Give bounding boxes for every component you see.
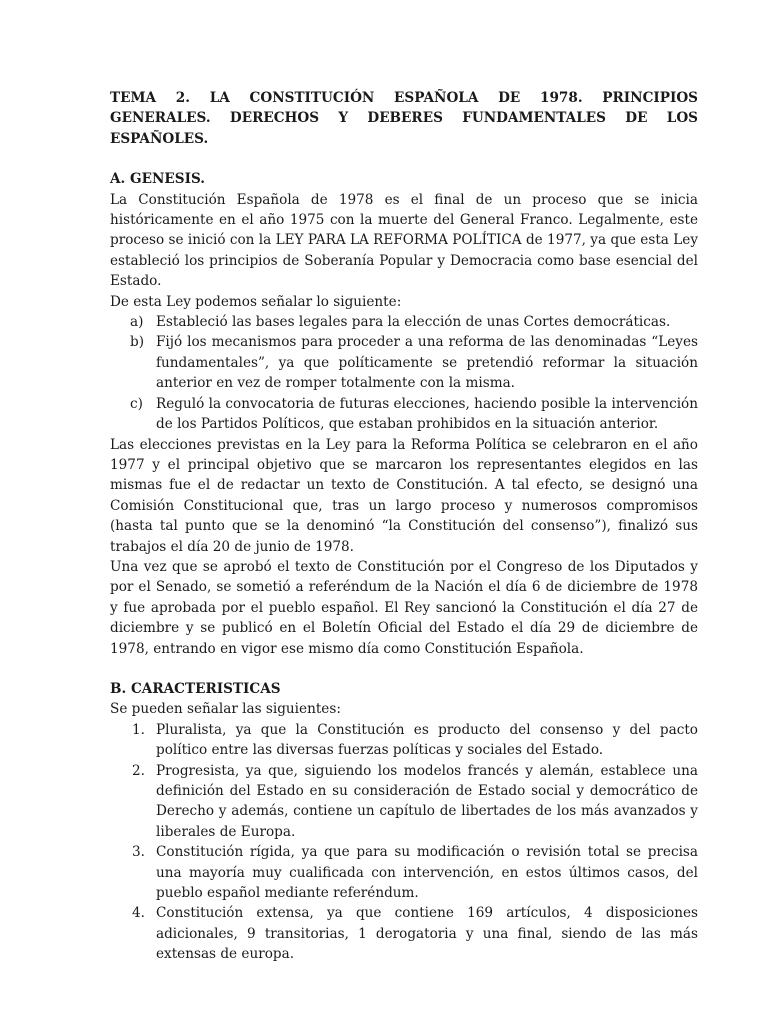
list-marker: 3. bbox=[132, 844, 145, 861]
section-a-list bbox=[110, 312, 698, 434]
list-item-text: Reguló la convocatoria de futuras elecciones, haciendo posible la intervención de los Partidos Políticos, que estaban prohibidos en la situación anterior. bbox=[156, 395, 698, 433]
list-item-text: Pluralista, ya que la Constitución es producto del consenso y del pacto político entre las diversas fuerzas políticas y sociales del Estado. bbox=[156, 721, 698, 759]
list-item-text: Progresista, ya que, siguiendo los modelos francés y alemán, establece una definición del Estado en su consideración de Estado social y democrático de Derecho y además, contiene un capítulo de libertades de los más avanzados y liberales de Europa. bbox=[156, 762, 698, 840]
list-item bbox=[110, 720, 698, 761]
list-item-text: Estableció las bases legales para la elección de unas Cortes democráticas. bbox=[156, 314, 671, 331]
section-b-intro: Se pueden señalar las siguientes: bbox=[110, 701, 341, 718]
section-a-paragraph-2: De esta Ley podemos señalar lo siguiente: bbox=[110, 293, 402, 310]
section-b-heading: B. CARACTERISTICAS bbox=[110, 680, 281, 697]
list-item bbox=[110, 332, 698, 393]
list-marker: a) bbox=[130, 314, 144, 331]
list-item bbox=[110, 394, 698, 435]
list-marker: c) bbox=[130, 395, 143, 412]
document-title: TEMA 2. LA CONSTITUCIÓN ESPAÑOLA DE 1978. PRINCIPIOS GENERALES. DERECHOS Y DEBERES FUNDAMENTALES DE LOS ESPAÑOLES. bbox=[110, 90, 698, 147]
list-marker: b) bbox=[130, 334, 145, 351]
list-marker: 4. bbox=[132, 905, 145, 922]
list-item bbox=[110, 312, 698, 332]
list-item bbox=[110, 903, 698, 964]
list-item-text: Fijó los mecanismos para proceder a una reforma de las denominadas “Leyes fundamentales”, ya que políticamente se pretendió reformar la situación anterior en vez de romper totalmente con la misma. bbox=[156, 334, 698, 392]
list-item-text: Constitución extensa, ya que contiene 169 artículos, 4 disposiciones adicionales, 9 transitorias, 1 derogatoria y una final, siendo de las más extensas de europa. bbox=[156, 905, 698, 963]
spacer bbox=[110, 659, 698, 679]
section-a-paragraph-1: La Constitución Española de 1978 es el final de un proceso que se inicia históricamente en el año 1975 con la muerte del General Franco. Legalmente, este proceso se inició con la LEY PARA LA REFORMA POLÍTICA de 1977, ya que esta Ley estableció los principios de Soberanía Popular y Democracia como base esencial del Estado. bbox=[110, 191, 698, 290]
section-a-paragraph-3: Las elecciones previstas en la Ley para la Reforma Política se celebraron en el año 1977 y el principal objetivo que se marcaron los representantes elegidos en las mismas fue el de redactar un texto de Constitución. A tal efecto, se designó una Comisión Constitucional que, tras un largo proceso y numerosos compromisos (hasta tal punto que se la denominó “la Constitución del consenso”), finalizó sus trabajos el día 20 de junio de 1978. bbox=[110, 436, 698, 555]
list-item-text: Constitución rígida, ya que para su modificación o revisión total se precisa una mayoría muy cualificada con intervención, en estos últimos casos, del pueblo español mediante referéndum. bbox=[156, 844, 698, 902]
list-marker: 2. bbox=[132, 762, 145, 779]
list-marker: 1. bbox=[132, 721, 145, 738]
list-item bbox=[110, 842, 698, 903]
section-a-paragraph-4: Una vez que se aprobó el texto de Constitución por el Congreso de los Diputados y por el Senado, se sometió a referéndum de la Nación el día 6 de diciembre de 1978 y fue aprobada por el pueblo español. El Rey sancionó la Constitución el día 27 de diciembre y se publicó en el Boletín Oficial del Estado el día 29 de diciembre de 1978, entrando en vigor ese mismo día como Constitución Española. bbox=[110, 558, 698, 657]
list-item bbox=[110, 761, 698, 843]
section-b-list bbox=[110, 720, 698, 965]
section-a-heading: A. GENESIS. bbox=[110, 171, 206, 188]
